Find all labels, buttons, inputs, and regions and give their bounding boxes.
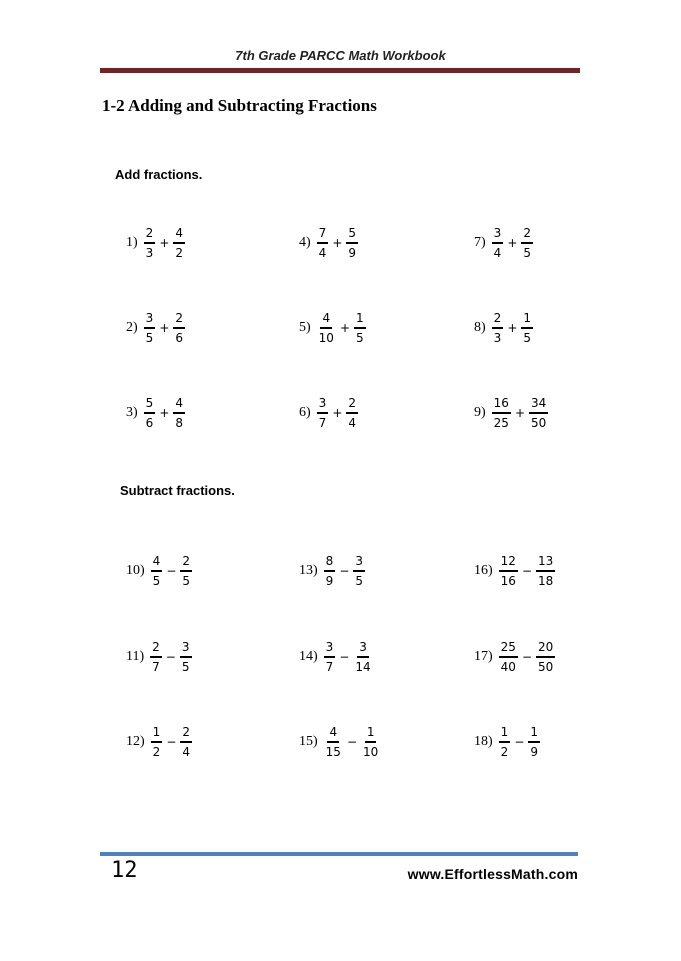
operator-sign: − <box>339 564 350 578</box>
first-fraction <box>317 226 329 261</box>
numerator: 4 <box>320 311 332 329</box>
subtract-problem <box>126 722 192 762</box>
header-title: 7th Grade PARCC Math Workbook <box>235 48 446 63</box>
problem-number: 15) <box>299 734 318 749</box>
first-fraction <box>492 226 504 261</box>
first-fraction <box>151 554 163 589</box>
problem-number: 7) <box>474 235 486 250</box>
numerator: 1 <box>528 725 540 743</box>
denominator: 9 <box>348 245 357 260</box>
operator-sign: − <box>521 650 533 664</box>
numerator: 3 <box>317 396 329 414</box>
subtract-problem <box>299 637 373 677</box>
numerator: 1 <box>151 725 163 743</box>
subtract-problem <box>126 637 192 677</box>
denominator: 8 <box>175 415 184 430</box>
denominator: 5 <box>523 245 532 260</box>
denominator: 15 <box>325 744 341 759</box>
denominator: 5 <box>145 330 154 345</box>
first-fraction <box>492 396 511 431</box>
denominator: 6 <box>145 415 154 430</box>
numerator: 3 <box>180 640 192 658</box>
numerator: 2 <box>521 226 533 244</box>
first-fraction <box>499 554 518 589</box>
second-fraction <box>173 396 185 431</box>
second-fraction <box>354 311 366 346</box>
problem-number: 6) <box>299 405 311 420</box>
add-problem <box>126 223 185 263</box>
problem-number: 3) <box>126 405 138 420</box>
denominator: 5 <box>523 330 532 345</box>
denominator: 5 <box>356 330 364 345</box>
denominator: 3 <box>493 330 502 345</box>
second-fraction <box>180 554 192 589</box>
problem-number: 8) <box>474 320 486 335</box>
first-fraction <box>499 725 511 760</box>
denominator: 18 <box>538 573 554 588</box>
first-fraction <box>317 396 329 431</box>
operator-sign: + <box>507 321 518 335</box>
denominator: 5 <box>152 573 161 588</box>
add-instruction: Add fractions. <box>115 167 203 182</box>
denominator: 6 <box>175 330 184 345</box>
denominator: 14 <box>355 659 371 674</box>
numerator: 25 <box>499 640 518 658</box>
denominator: 2 <box>175 245 184 260</box>
operator-sign: + <box>159 321 170 335</box>
numerator: 2 <box>173 311 185 329</box>
add-problem <box>474 308 533 348</box>
denominator: 25 <box>493 415 509 430</box>
subtract-problem <box>474 637 555 677</box>
add-problem <box>299 393 358 433</box>
numerator: 4 <box>327 725 339 743</box>
numerator: 3 <box>357 640 369 658</box>
denominator: 9 <box>530 744 539 759</box>
operator-sign: − <box>521 564 533 578</box>
subtract-instruction: Subtract fractions. <box>120 483 235 498</box>
problem-number: 5) <box>299 320 311 335</box>
section-title: 1-2 Adding and Subtracting Fractions <box>102 96 377 115</box>
numerator: 3 <box>492 226 504 244</box>
numerator: 2 <box>180 554 192 572</box>
problem-number: 10) <box>126 563 145 578</box>
numerator: 4 <box>173 396 185 414</box>
operator-sign: + <box>159 236 170 250</box>
add-problem <box>299 223 358 263</box>
first-fraction <box>317 311 336 346</box>
second-fraction <box>536 554 555 589</box>
problem-number: 2) <box>126 320 138 335</box>
numerator: 3 <box>324 640 336 658</box>
page-number: 12 <box>111 858 138 883</box>
subtract-problem <box>474 551 555 591</box>
add-problem <box>126 393 185 433</box>
first-fraction <box>492 311 504 346</box>
numerator: 34 <box>529 396 548 414</box>
numerator: 4 <box>173 226 185 244</box>
problem-number: 18) <box>474 734 493 749</box>
subtract-problem <box>299 722 380 762</box>
numerator: 16 <box>492 396 511 414</box>
numerator: 2 <box>144 226 156 244</box>
denominator: 10 <box>318 330 334 345</box>
denominator: 16 <box>500 573 516 588</box>
subtract-problem <box>474 722 540 762</box>
second-fraction <box>353 640 372 675</box>
problem-number: 13) <box>299 563 318 578</box>
operator-sign: + <box>332 236 343 250</box>
denominator: 2 <box>500 744 509 759</box>
second-fraction <box>521 311 533 346</box>
second-fraction <box>353 554 365 589</box>
denominator: 4 <box>318 245 327 260</box>
numerator: 1 <box>354 311 366 329</box>
second-fraction <box>361 725 380 760</box>
denominator: 9 <box>325 573 334 588</box>
denominator: 5 <box>181 659 190 674</box>
operator-sign: − <box>339 650 350 664</box>
denominator: 4 <box>493 245 502 260</box>
operator-sign: + <box>332 406 343 420</box>
operator-sign: − <box>514 735 525 749</box>
second-fraction <box>346 226 358 261</box>
numerator: 2 <box>492 311 504 329</box>
problem-number: 4) <box>299 235 311 250</box>
operator-sign: + <box>507 236 518 250</box>
problem-number: 14) <box>299 649 318 664</box>
denominator: 3 <box>145 245 154 260</box>
numerator: 20 <box>536 640 555 658</box>
denominator: 7 <box>318 415 327 430</box>
denominator: 7 <box>325 659 334 674</box>
first-fraction <box>324 554 336 589</box>
problem-number: 1) <box>126 235 138 250</box>
denominator: 4 <box>348 415 357 430</box>
denominator: 5 <box>182 573 191 588</box>
add-problem <box>474 223 533 263</box>
denominator: 50 <box>538 659 554 674</box>
numerator: 2 <box>150 640 162 658</box>
first-fraction <box>324 640 336 675</box>
second-fraction <box>536 640 555 675</box>
numerator: 2 <box>180 725 192 743</box>
denominator: 40 <box>500 659 516 674</box>
second-fraction <box>173 311 185 346</box>
operator-sign: − <box>166 564 177 578</box>
problem-number: 12) <box>126 734 145 749</box>
subtract-problem <box>299 551 365 591</box>
numerator: 12 <box>499 554 518 572</box>
second-fraction <box>529 396 548 431</box>
numerator: 5 <box>144 396 156 414</box>
footer-divider <box>100 852 578 856</box>
denominator: 10 <box>363 744 379 759</box>
denominator: 7 <box>152 659 160 674</box>
add-problem <box>126 308 185 348</box>
numerator: 3 <box>144 311 156 329</box>
second-fraction <box>180 640 192 675</box>
operator-sign: + <box>339 321 351 335</box>
first-fraction <box>151 725 163 760</box>
problem-number: 17) <box>474 649 493 664</box>
denominator: 2 <box>152 744 161 759</box>
operator-sign: − <box>346 735 358 749</box>
subtract-problem <box>126 551 192 591</box>
numerator: 1 <box>365 725 377 743</box>
numerator: 4 <box>151 554 163 572</box>
numerator: 8 <box>324 554 336 572</box>
numerator: 13 <box>536 554 555 572</box>
second-fraction <box>180 725 192 760</box>
problem-number: 16) <box>474 563 493 578</box>
numerator: 2 <box>346 396 358 414</box>
denominator: 50 <box>531 415 547 430</box>
operator-sign: + <box>514 406 526 420</box>
first-fraction <box>499 640 518 675</box>
first-fraction <box>144 226 156 261</box>
second-fraction <box>173 226 185 261</box>
operator-sign: + <box>159 406 170 420</box>
add-problem <box>299 308 366 348</box>
operator-sign: − <box>165 650 176 664</box>
numerator: 7 <box>317 226 329 244</box>
first-fraction <box>324 725 343 760</box>
second-fraction <box>346 396 358 431</box>
first-fraction <box>144 396 156 431</box>
problem-number: 11) <box>126 649 145 664</box>
website-url: www.EffortlessMath.com <box>407 866 578 882</box>
add-problem <box>474 393 548 433</box>
numerator: 3 <box>353 554 365 572</box>
problem-number: 9) <box>474 405 486 420</box>
second-fraction <box>528 725 540 760</box>
operator-sign: − <box>166 735 177 749</box>
numerator: 1 <box>521 311 533 329</box>
second-fraction <box>521 226 533 261</box>
denominator: 5 <box>355 573 364 588</box>
denominator: 4 <box>182 744 191 759</box>
header-divider <box>100 68 580 73</box>
first-fraction <box>150 640 162 675</box>
first-fraction <box>144 311 156 346</box>
numerator: 1 <box>499 725 511 743</box>
numerator: 5 <box>346 226 358 244</box>
